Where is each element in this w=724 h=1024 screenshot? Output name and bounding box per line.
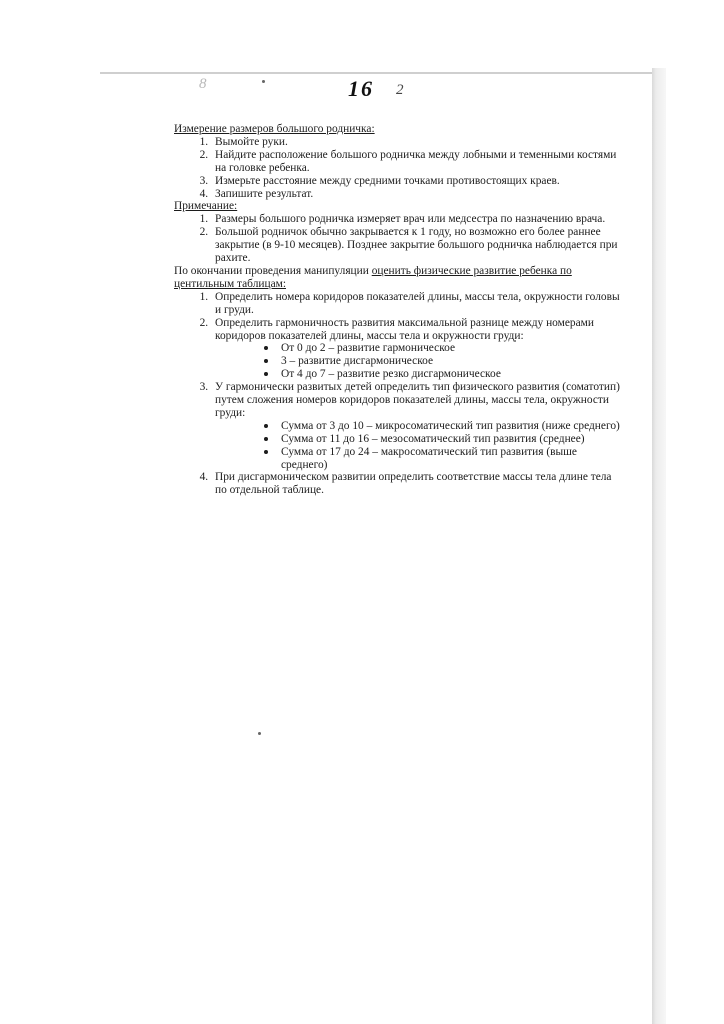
note-heading: Примечание: xyxy=(174,200,238,213)
list-item: 4. Запишите результат. xyxy=(211,188,624,201)
somatotype-bullets xyxy=(215,420,624,472)
list-item-text: У гармонически развитых детей определить тип физического развития (соматотип) путем сложения номеров коридоров показателей длины, массы тела, окружности груди: xyxy=(215,381,620,419)
handwritten-page-number: 16 xyxy=(348,76,374,101)
bullet-item: Сумма от 3 до 10 – микросоматический тип развития (ниже среднего) xyxy=(277,420,624,433)
list-item-text: Определить гармоничность развития максимальной разнице между номерами коридоров показателей длины, массы тела и окружности груди: xyxy=(215,316,594,342)
fontanelle-steps-list xyxy=(174,136,624,201)
list-item xyxy=(211,291,624,317)
note-list xyxy=(174,213,624,265)
harmony-bullets xyxy=(215,342,624,381)
scan-edge-right xyxy=(652,68,666,1024)
margin-mark: 8 xyxy=(199,76,207,92)
bullet-item: От 0 до 2 – развитие гармоническое xyxy=(277,342,624,355)
list-item: 2. Большой родничок обычно закрывается к 1 году, но возможно его более раннее закрытие (в 9-10 месяцев). Позднее закрытие большого родничка наблюдается при рахите. xyxy=(211,226,624,265)
assessment-intro xyxy=(174,265,624,291)
list-item: 1. Размеры большого родничка измеряет врач или медсестра по назначению врача. xyxy=(211,213,624,226)
section-heading-fontanelle: Измерение размеров большого родничка: xyxy=(174,123,375,135)
list-item xyxy=(211,471,624,497)
assessment-intro-text: По окончании проведения манипуляции xyxy=(174,264,372,277)
list-item: 1. Вымойте руки. xyxy=(211,136,624,149)
bullet-item: Сумма от 17 до 24 – макросоматический тип развития (выше среднего) xyxy=(277,446,624,472)
document-body xyxy=(174,123,624,497)
list-item xyxy=(211,317,624,382)
scan-edge-top xyxy=(100,72,656,74)
assessment-list xyxy=(174,291,624,498)
scan-speck xyxy=(262,80,265,83)
handwritten-scribble: 2 xyxy=(396,82,404,98)
list-item-text: При дисгармоническом развитии определить соответствие массы тела длине тела по отдельной таблице. xyxy=(215,471,612,497)
assessment-intro-underlined: оценить физические развитие ребенка по центильным таблицам: xyxy=(174,264,572,290)
bullet-item: 3 – развитие дисгармоническое xyxy=(277,355,624,368)
scan-speck xyxy=(258,732,261,735)
bullet-item: От 4 до 7 – развитие резко дисгармоническое xyxy=(277,368,624,381)
list-item: 2. Найдите расположение большого родничка между лобными и теменными костями на головке ребенка. xyxy=(211,149,624,175)
list-item-text: Определить номера коридоров показателей длины, массы тела, окружности головы и груди. xyxy=(215,290,620,316)
list-item: 3. Измерьте расстояние между средними точками противостоящих краев. xyxy=(211,175,624,188)
list-item xyxy=(211,381,624,471)
bullet-item: Сумма от 11 до 16 – мезосоматический тип развития (среднее) xyxy=(277,433,624,446)
